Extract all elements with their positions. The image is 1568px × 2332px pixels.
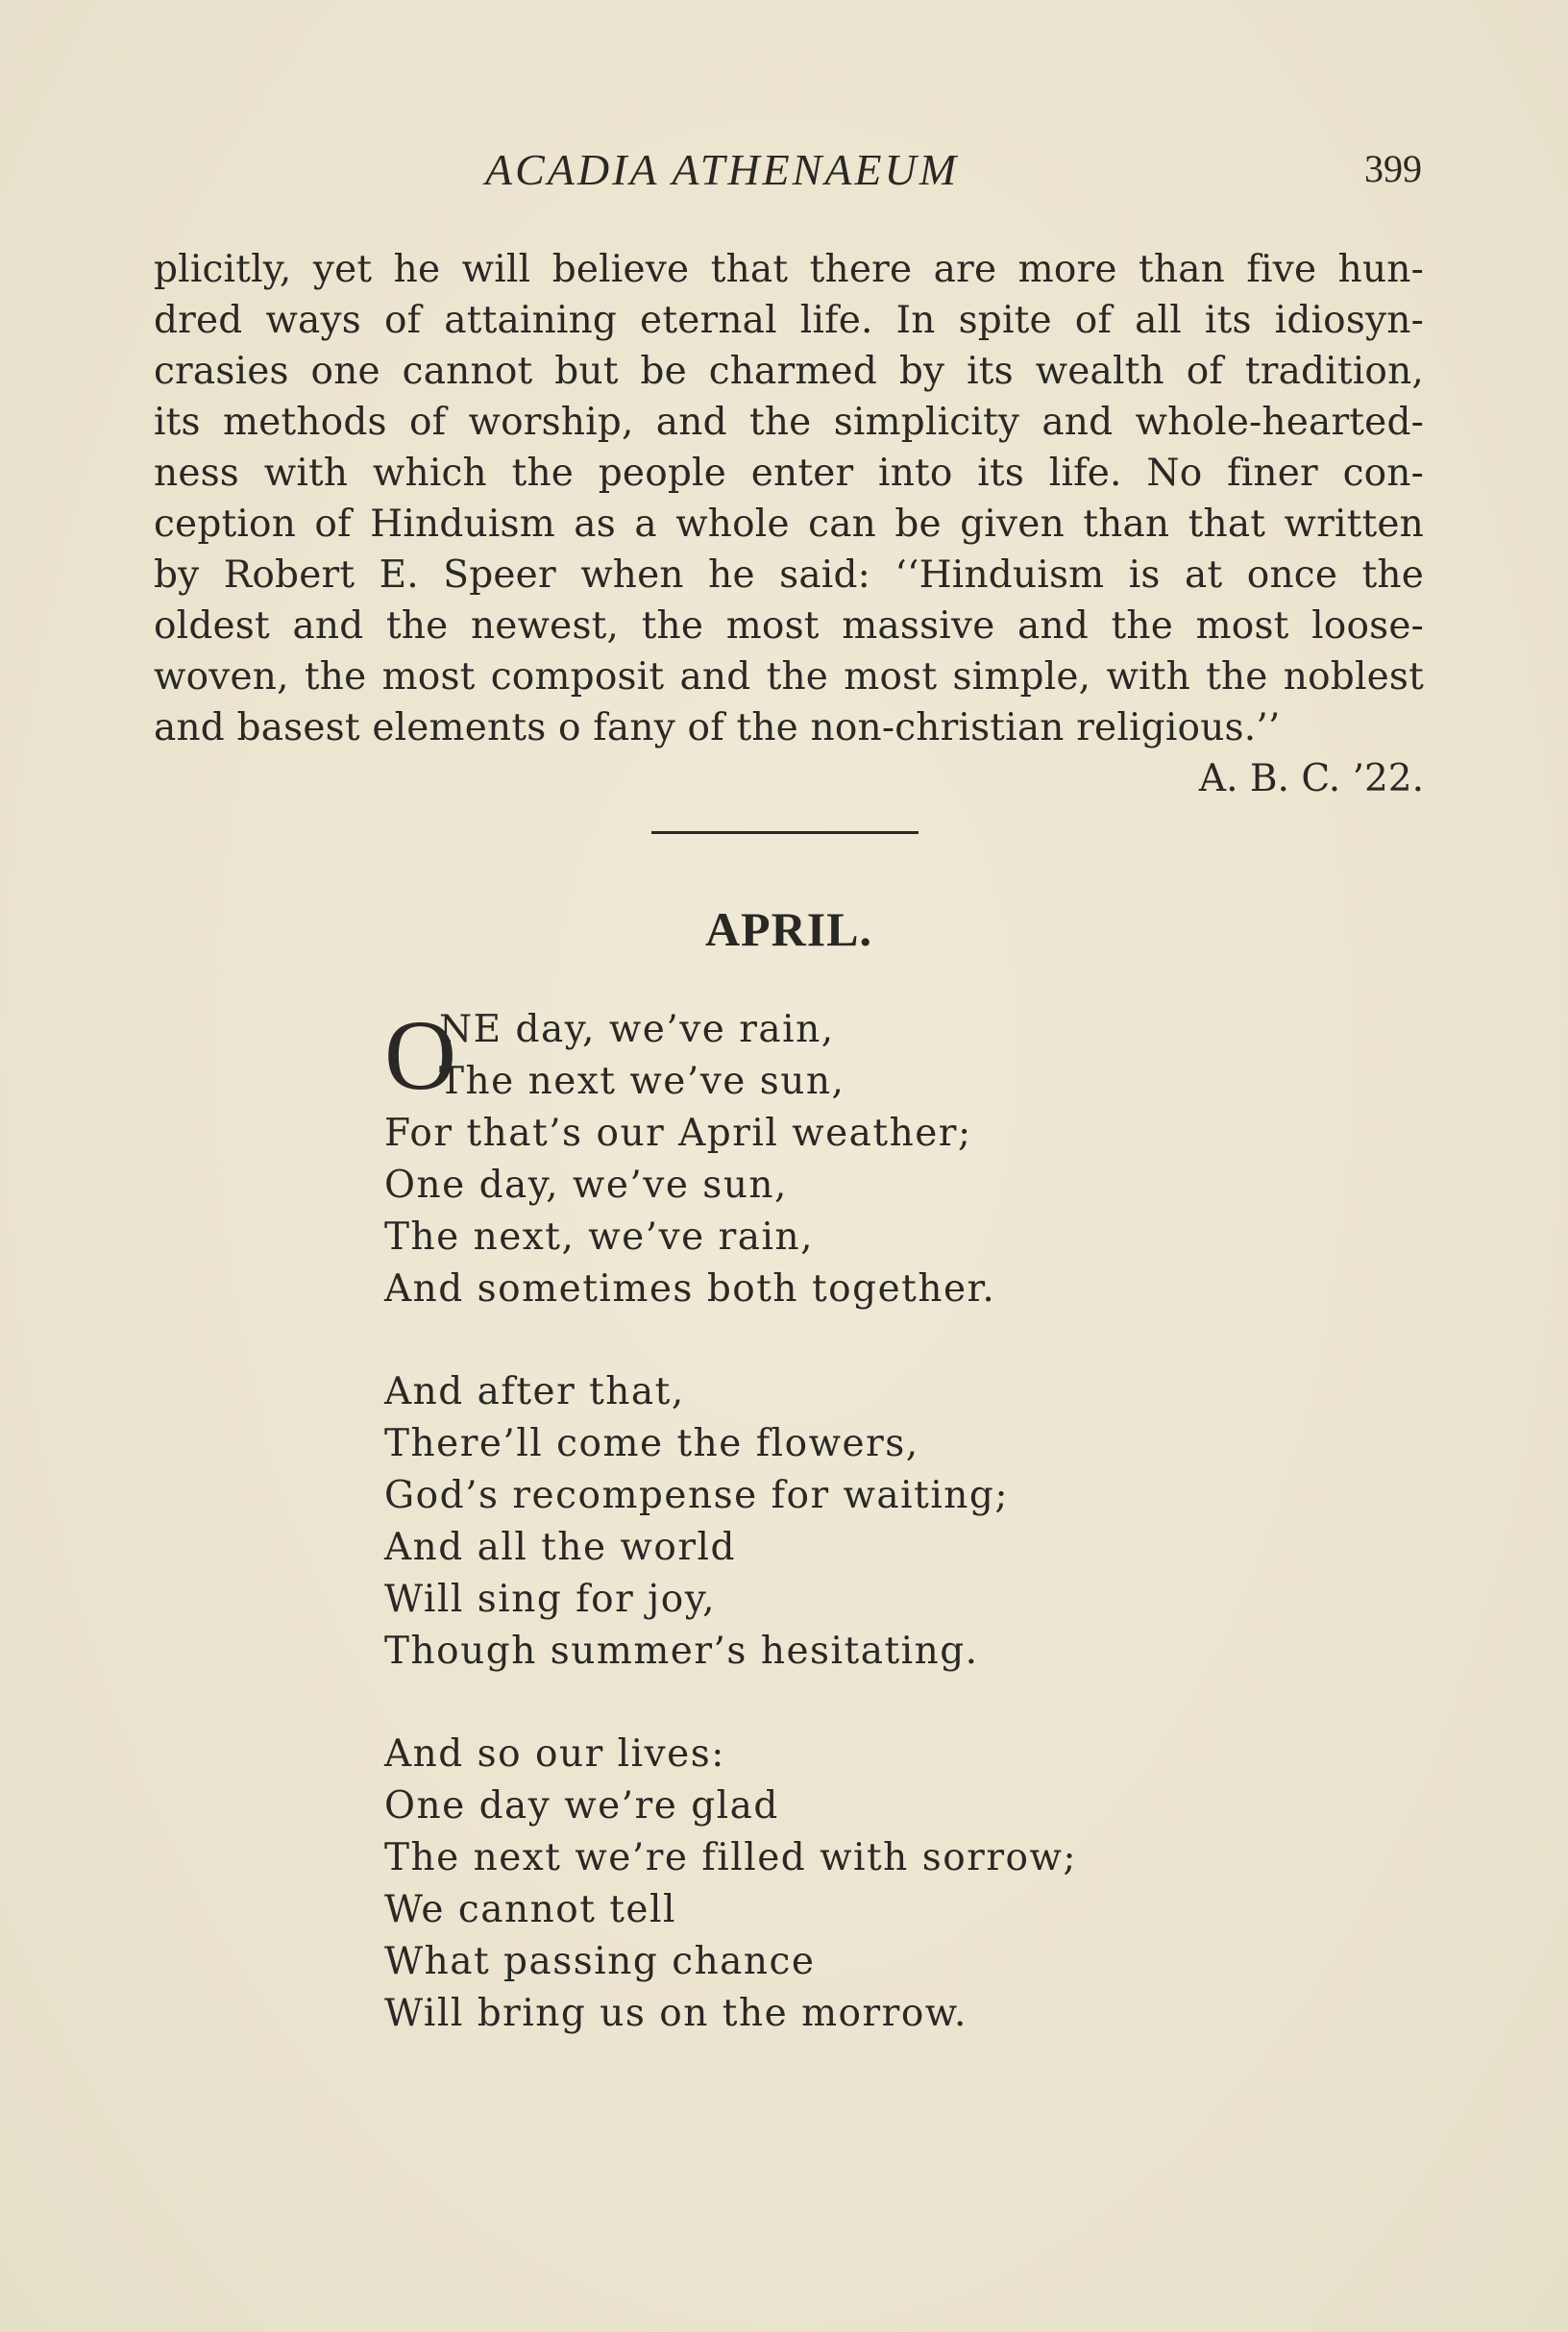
- verse-line: NE day, we’ve rain,: [439, 1008, 835, 1051]
- prose-line: by Robert E. Speer when he said: ‘‘Hinduism is at once the: [154, 553, 1424, 597]
- verse-line: What passing chance: [384, 1940, 816, 1983]
- prose-line: plicitly, yet he will believe that there are more than five hun-: [154, 248, 1424, 291]
- prose-line: woven, the most composit and the most simple, with the noblest: [154, 655, 1424, 699]
- verse-line: And sometimes both together.: [384, 1267, 996, 1311]
- verse-line: We cannot tell: [384, 1888, 676, 1931]
- verse-line: There’ll come the flowers,: [384, 1422, 919, 1465]
- drop-cap: O: [384, 1000, 457, 1111]
- page-number: 399: [1364, 147, 1422, 190]
- verse-line: God’s recompense for waiting;: [384, 1474, 1010, 1517]
- prose-line: ception of Hinduism as a whole can be given than that written: [154, 503, 1424, 546]
- verse-line: The next, we’ve rain,: [384, 1215, 815, 1259]
- prose-line: oldest and the newest, the most massive and the most loose-: [154, 604, 1424, 648]
- prose-line: and basest elements o fany of the non-christian religious.’’: [154, 706, 1281, 749]
- prose-line: dred ways of attaining eternal life. In spite of all its idiosyn-: [154, 299, 1424, 342]
- stanza-3: [384, 1729, 1249, 2040]
- prose-line: its methods of worship, and the simplicity and whole-hearted-: [154, 401, 1424, 444]
- stanza-2: [384, 1366, 1249, 1678]
- page-header: [154, 144, 1422, 202]
- verse-line: One day, we’ve sun,: [384, 1164, 788, 1207]
- running-head: ACADIA ATHENAEUM: [485, 145, 960, 194]
- prose-line: ness with which the people enter into its life. No finer con-: [154, 452, 1424, 495]
- verse-line: The next we’re filled with sorrow;: [384, 1836, 1077, 1879]
- verse-line: Will sing for joy,: [384, 1578, 716, 1621]
- verse-line: And after that,: [384, 1370, 685, 1413]
- prose-paragraph: [154, 244, 1424, 753]
- verse-line: The next we’ve sun,: [439, 1060, 845, 1103]
- verse-line: Though summer’s hesitating.: [384, 1630, 979, 1673]
- verse-line: Will bring us on the morrow.: [384, 1992, 968, 2035]
- prose-line: crasies one cannot but be charmed by its wealth of tradition,: [154, 350, 1424, 393]
- author-signature: A. B. C. ’22.: [1198, 757, 1424, 800]
- poem: [384, 1000, 1249, 2091]
- poem-title: APRIL.: [704, 902, 873, 956]
- verse-line: And all the world: [384, 1526, 736, 1569]
- verse-line: One day we’re glad: [384, 1784, 779, 1828]
- verse-line: For that’s our April weather;: [384, 1112, 972, 1155]
- section-divider: [651, 831, 919, 834]
- stanza-1: [384, 1000, 1249, 1315]
- verse-line: And so our lives:: [384, 1732, 725, 1776]
